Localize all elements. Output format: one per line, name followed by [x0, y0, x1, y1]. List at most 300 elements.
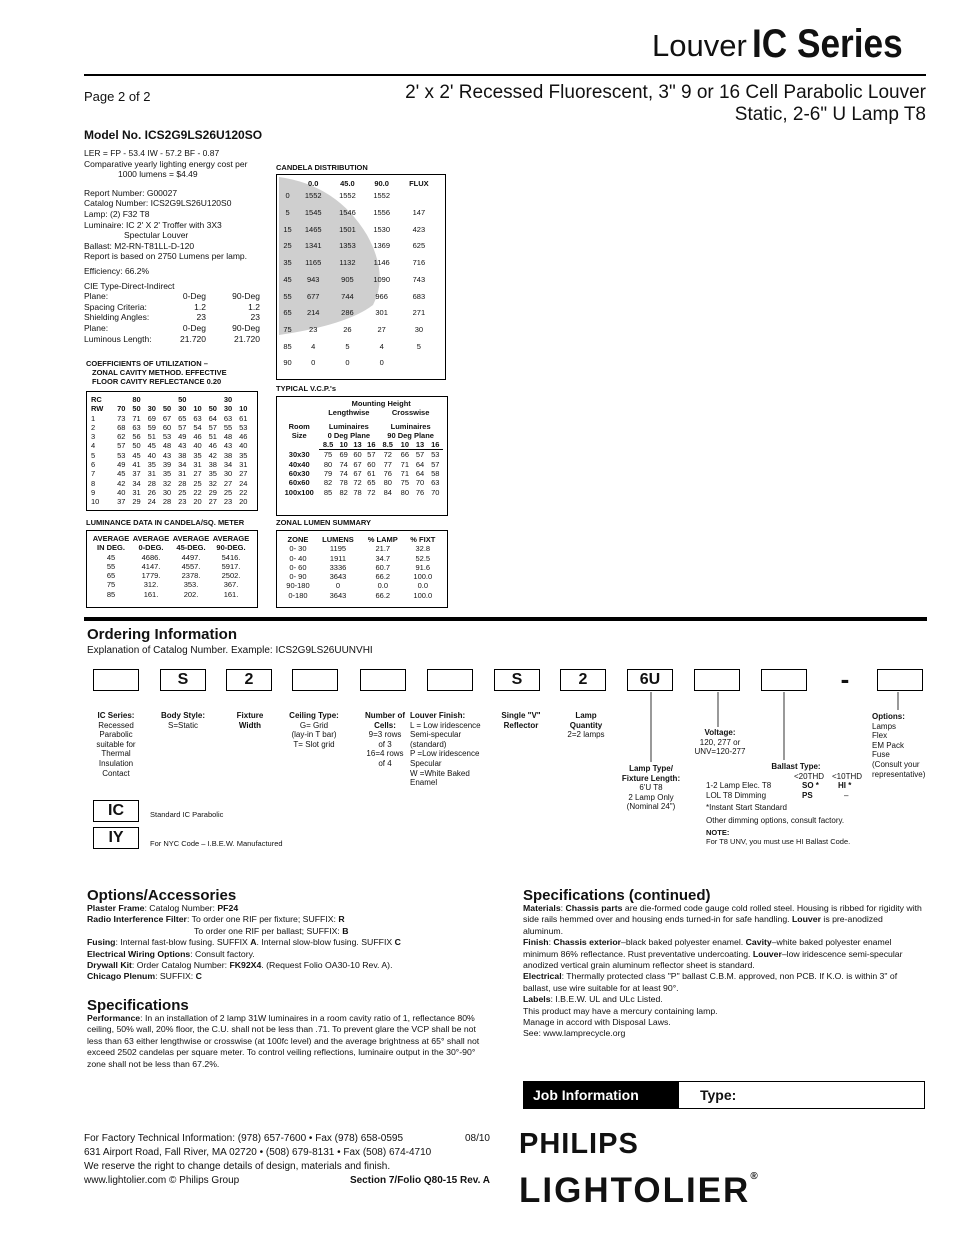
opt-line: Fusing: Internal fast-blow fusing. SUFFIX A. Internal slow-blow fusing. SUFFIX C [87, 937, 401, 948]
descriptor-line: Semi-specular [410, 730, 462, 740]
cu-cell: 51 [208, 432, 217, 442]
registered-mark: ® [750, 1171, 760, 1182]
candela-cell: 5 [416, 341, 421, 351]
candela-cell: 1353 [339, 241, 356, 251]
vcp-cell: 71 [400, 469, 410, 479]
ballast-block [706, 762, 876, 847]
luminance-cell: 161. [143, 589, 159, 599]
candela-cell: 90 [283, 358, 292, 368]
code-ic-desc: Standard IC Parabolic [150, 810, 224, 819]
cu-cell: 7 [91, 469, 96, 479]
luminance-cell: 4686. [141, 552, 161, 562]
ballast-note-label: NOTE: [706, 827, 730, 837]
luminance-cell: 45 [106, 552, 116, 562]
candela-cell: 30 [414, 324, 424, 334]
cu-cell: 23 [178, 497, 187, 507]
cu-cell: 26 [147, 487, 156, 497]
zonal-cell: 0- 90 [289, 572, 307, 582]
zonal-cell: 3643 [329, 590, 347, 600]
vcp-header: Lengthwise [328, 408, 370, 418]
vcp-header: Room [288, 421, 310, 431]
luminance-cell: 5416. [221, 552, 241, 562]
cu-cell: 24 [147, 497, 156, 507]
cu-cell: 35 [193, 450, 202, 460]
cu-cell: 31 [193, 460, 202, 470]
cu-cell: 34 [223, 460, 233, 470]
vcp-cell: 74 [339, 469, 348, 479]
vcp-cell: 66 [400, 450, 410, 460]
opt-line: Chicago Plenum: SUFFIX: C [87, 971, 202, 982]
zonal-cell: 3336 [329, 562, 347, 572]
cu-cell: 28 [178, 478, 187, 488]
cu-cell: 37 [117, 497, 126, 507]
candela-cell: 423 [412, 224, 426, 234]
cu-cell: 64 [208, 413, 217, 423]
info-line: Spectular Louver [124, 230, 189, 241]
candela-cell: 1090 [373, 274, 390, 284]
vcp-cell: 53 [431, 450, 440, 460]
candela-cell: 1556 [373, 208, 390, 217]
cu-cell: 39 [162, 460, 172, 470]
ordering-example: Explanation of Catalog Number. Example: ICS2G9LS26UUNVHI [87, 645, 373, 656]
descriptor-line: 16=4 rows [366, 749, 404, 759]
candela-cell: 26 [343, 324, 352, 334]
spec-labels: Labels: I.B.E.W. UL and ULc Listed. [523, 994, 663, 1005]
cu-cell: 32 [208, 478, 217, 488]
descriptor-line: 6'U T8 [639, 783, 663, 793]
cu-header: 50 [132, 404, 141, 414]
zonal-cell: 66.2 [375, 572, 391, 582]
cu-cell: 57 [208, 422, 217, 432]
candela-header: 45.0 [340, 179, 355, 188]
job-type-label: Type: [700, 1087, 737, 1103]
vcp-title: TYPICAL V.C.P.'s [276, 384, 337, 393]
luminance-cell: 161. [223, 589, 239, 599]
descriptor-line: Enamel [410, 778, 438, 788]
descriptor-line: IC Series: [97, 711, 135, 720]
vcp-header: Luminaires [328, 421, 369, 431]
vcp-cell: 100x100 [284, 487, 314, 497]
info-row: Plane: 0-Deg 90-Deg [84, 291, 260, 302]
cu-cell: 42 [117, 478, 126, 488]
candela-cell: 65 [283, 308, 292, 318]
vcp-cell: 61 [367, 469, 376, 479]
descriptor-line: Width [238, 720, 262, 730]
vcp-cell: 70 [431, 487, 440, 497]
cu-cell: 30 [162, 487, 172, 497]
descriptor-line: Louver Finish: [410, 711, 466, 720]
vcp-cell: 76 [383, 469, 392, 479]
luminance-cell: 353. [183, 580, 199, 590]
zonal-cell: 90-180 [286, 581, 310, 591]
ballast-title: Ballast Type: [771, 762, 821, 771]
info-line: Comparative yearly lighting energy cost per [84, 158, 248, 169]
candela-cell: 4 [379, 341, 384, 351]
cu-header: 30 [178, 404, 187, 414]
cu-header: 10 [193, 404, 202, 414]
vcp-cell: 58 [431, 469, 440, 479]
cu-header: 30 [223, 395, 233, 404]
candela-cell: 716 [412, 258, 426, 268]
info-line: 1000 lumens = $4.49 [118, 169, 198, 180]
vcp-cell: 72 [353, 478, 362, 488]
cu-cell: 71 [132, 413, 141, 423]
descriptor-line: of 3 [378, 739, 392, 749]
candela-cell: 683 [412, 291, 426, 301]
vcp-cell: 30x30 [288, 450, 310, 460]
luminance-header: AVERAGE [172, 534, 210, 543]
candela-header: FLUX [409, 179, 429, 188]
cu-cell: 25 [178, 487, 187, 497]
cu-cell: 46 [208, 441, 217, 451]
zonal-cell: 100.0 [413, 572, 433, 582]
cu-cell: 3 [91, 432, 96, 442]
zonal-header: % FIXT [410, 535, 436, 544]
candela-cell: 1552 [373, 191, 390, 201]
cu-cell: 65 [178, 413, 187, 423]
cu-header: 50 [208, 404, 217, 414]
ballast-code: PS [802, 790, 813, 800]
model-number: Model No. ICS2G9LS26U120SO [84, 128, 263, 142]
descriptor-line: 9=3 rows [368, 730, 402, 740]
vcp-height: 13 [351, 440, 365, 450]
candela-cell: 625 [412, 241, 426, 251]
descriptor-line: Options: [872, 712, 905, 721]
candela-cell: 4 [311, 341, 316, 351]
vcp-height: 8.5 [378, 440, 397, 450]
footer-contact: For Factory Technical Information: (978) 657-7600 • Fax (978) 658-0595 [84, 1133, 404, 1144]
zonal-cell: 52.5 [415, 553, 431, 563]
footer-website: www.lightolier.com © Philips Group [84, 1175, 240, 1186]
descriptor-line: Number of [365, 711, 405, 720]
vcp-height: 13 [412, 440, 427, 450]
cu-cell: 60 [162, 422, 172, 432]
descriptor-line: Parabolic [99, 730, 133, 740]
luminance-cell: 4497. [181, 552, 201, 562]
cu-cell: 31 [178, 469, 187, 479]
cu-cell: 50 [132, 441, 141, 451]
specs-cont-title: Specifications (continued) [523, 887, 711, 904]
options-text [87, 903, 497, 983]
vcp-height: 16 [428, 440, 443, 450]
descriptor-line: suitable for [96, 739, 136, 749]
candela-cell: 1546 [339, 208, 356, 217]
cu-cell: 34 [178, 460, 187, 470]
cu-cell: 57 [178, 422, 187, 432]
descriptor-line: P =Low iridescence [410, 749, 480, 759]
luminance-cell: 1779. [141, 571, 161, 581]
vcp-cell: 57 [415, 450, 425, 460]
candela-cell: 744 [341, 291, 354, 301]
descriptor-line: S=Static [167, 720, 198, 730]
vcp-cell: 57 [367, 450, 376, 460]
candela-cell: 1545 [304, 208, 322, 217]
vcp-header: Size [291, 430, 307, 440]
descriptor-line: 2 Lamp Only [628, 792, 674, 802]
cu-cell: 40 [147, 450, 156, 460]
luminance-cell: 4557. [181, 561, 201, 571]
candela-cell: 743 [412, 274, 426, 284]
candela-cell: 75 [283, 324, 292, 334]
candela-cell: 1132 [339, 258, 356, 268]
luminance-header: IN DEG. [97, 543, 125, 553]
candela-cell: 677 [306, 291, 320, 301]
zonal-cell: 0.0 [377, 581, 389, 591]
zonal-header: % LAMP [367, 535, 398, 544]
cu-cell: 53 [239, 422, 248, 432]
vcp-header: 0 Deg Plane [327, 430, 371, 440]
cu-header: RC [91, 395, 102, 404]
luminance-cell: 5917. [221, 561, 241, 571]
cie-type: CIE Type-Direct-Indirect [84, 280, 175, 291]
subtitle-line-2: Static, 2-6" U Lamp T8 [734, 104, 926, 125]
code-iy-desc: For NYC Code – I.B.E.W. Manufactured [150, 839, 283, 848]
cu-cell: 31 [147, 469, 156, 479]
vcp-cell: 74 [339, 459, 348, 469]
luminance-header: 45-DEG. [176, 543, 206, 553]
cu-cell: 62 [117, 432, 126, 442]
code-ic: IC [93, 800, 139, 822]
vcp-cell: 80 [400, 487, 410, 497]
vcp-cell: 60x60 [288, 478, 310, 488]
descriptor-line: UNV=120-277 [694, 747, 746, 757]
candela-cell: 27 [377, 324, 386, 334]
luminance-cell: 75 [106, 580, 116, 590]
candela-cell: 25 [283, 241, 292, 251]
luminance-cell: 2502. [221, 571, 241, 581]
options-title: Options/Accessories [87, 887, 237, 904]
cu-cell: 35 [208, 469, 217, 479]
title-louver: Louver [652, 28, 747, 63]
zonal-cell: 3643 [329, 572, 347, 582]
cu-cell: 38 [178, 450, 187, 460]
info-line: Ballast: M2-RN-T81LL-D-120 [84, 240, 195, 251]
candela-cell: 0 [285, 191, 290, 201]
descriptor-line: representative) [872, 769, 926, 779]
cu-title-line: COEFFICIENTS OF UTILIZATION – [86, 359, 208, 368]
descriptor-line: Fuse [872, 750, 890, 760]
cu-cell: 8 [91, 478, 96, 488]
cu-header: 50 [162, 404, 172, 414]
candela-cell: 55 [283, 291, 292, 301]
info-line: Catalog Number: ICS2G9LS26U120S0 [84, 198, 232, 209]
cu-cell: 54 [193, 422, 202, 432]
cu-cell: 49 [117, 460, 126, 470]
vcp-cell: 40x40 [288, 459, 310, 469]
cu-cell: 48 [162, 441, 172, 451]
vcp-cell: 77 [383, 459, 392, 469]
descriptor-line: Lamp [575, 711, 597, 720]
descriptor-line: Fixture [236, 711, 264, 720]
luminance-cell: 367. [223, 580, 239, 590]
descriptor-line: Contact [102, 768, 130, 778]
footer-section: Section 7/Folio Q80-15 Rev. A [349, 1175, 490, 1186]
cu-cell: 29 [208, 487, 217, 497]
catalog-box-9: 6U [627, 669, 673, 691]
descriptor-line: Recessed [98, 720, 134, 730]
catalog-box-3: 2 [226, 669, 272, 691]
zonal-cell: 34.7 [375, 553, 391, 563]
vcp-cell: 82 [339, 487, 348, 497]
vcp-cell: 71 [400, 459, 410, 469]
vcp-cell: 80 [383, 478, 392, 488]
cu-cell: 48 [223, 432, 233, 442]
cu-cell: 24 [239, 478, 248, 488]
vcp-cell: 60x30 [288, 469, 310, 479]
vcp-cell: 57 [431, 459, 440, 469]
ballast-col: <20THD [794, 771, 825, 781]
zonal-header: ZONE [287, 535, 309, 544]
page-number: Page 2 of 2 [84, 89, 151, 104]
cu-cell: 49 [178, 432, 187, 442]
descriptor-line: Thermal [101, 749, 131, 759]
luminance-title: LUMINANCE DATA IN CANDELA/SQ. METER [86, 518, 245, 527]
zonal-cell: 1195 [329, 544, 347, 554]
vcp-cell: 64 [415, 469, 425, 479]
candela-cell: 45 [283, 274, 292, 284]
cu-cell: 46 [193, 432, 202, 442]
descriptor-line: Flex [872, 731, 888, 741]
opt-line: Plaster Frame: Catalog Number: PF24 [87, 903, 239, 913]
job-info-label: Job Information [524, 1082, 679, 1108]
cu-cell: 45 [147, 441, 156, 451]
vcp-cell: 60 [367, 459, 376, 469]
spec-note: Manage in accord with Disposal Laws. [523, 1017, 671, 1028]
luminance-header: AVERAGE [92, 534, 130, 543]
cu-header: RW [91, 404, 104, 414]
vcp-cell: 78 [339, 478, 348, 488]
cu-cell: 63 [223, 413, 233, 423]
candela-cell: 286 [341, 308, 354, 318]
cu-cell: 56 [132, 432, 141, 442]
candela-cell: 1369 [373, 241, 390, 251]
descriptor-line: G= Grid [299, 720, 329, 730]
code-iy: IY [93, 827, 139, 849]
descriptor-line: (standard) [410, 739, 447, 749]
vcp-cell: 67 [353, 459, 362, 469]
ballast-code: – [844, 790, 849, 800]
candela-header: 0.0 [308, 179, 319, 188]
descriptor-line: Lamp Type/ [629, 764, 673, 773]
subtitle-line-1: 2' x 2' Recessed Fluorescent, 3" 9 or 16 Cell Parabolic Louver [405, 82, 926, 103]
cu-header: 30 [147, 404, 156, 414]
zonal-cell: 0- 40 [289, 553, 307, 563]
vcp-header: Luminaires [390, 421, 431, 431]
cu-cell: 51 [147, 432, 156, 442]
cu-cell: 37 [132, 469, 141, 479]
cu-title-line: FLOOR CAVITY REFLECTANCE 0.20 [92, 377, 222, 386]
zonal-cell: 0 [335, 581, 341, 591]
descriptor-line: L = Low iridescence [410, 720, 481, 730]
candela-cell: 23 [309, 324, 318, 334]
vcp-cell: 64 [415, 459, 425, 469]
candela-cell: 1341 [304, 241, 322, 251]
zonal-header: LUMENS [322, 535, 354, 544]
zonal-title: ZONAL LUMEN SUMMARY [276, 518, 371, 527]
vcp-cell: 69 [339, 450, 348, 460]
vcp-header: Mounting Height [351, 399, 411, 408]
zonal-cell: 100.0 [413, 590, 433, 600]
cu-cell: 63 [193, 413, 202, 423]
cu-cell: 73 [117, 413, 126, 423]
vcp-cell: 85 [323, 487, 333, 497]
cu-header: 30 [223, 404, 233, 414]
cu-cell: 68 [117, 422, 126, 432]
cu-cell: 29 [132, 497, 141, 507]
candela-cell: 1465 [304, 224, 322, 234]
candela-cell: 1530 [373, 224, 390, 234]
descriptor-line: EM Pack [872, 740, 905, 750]
cu-cell: 9 [91, 487, 96, 497]
descriptor-line: Voltage: [704, 728, 736, 737]
cu-cell: 45 [117, 469, 126, 479]
candela-cell: 1165 [305, 258, 322, 268]
cu-cell: 27 [208, 497, 217, 507]
cu-cell: 42 [208, 450, 217, 460]
luminance-header: AVERAGE [212, 534, 250, 543]
cu-cell: 31 [239, 460, 248, 470]
vcp-cell: 75 [323, 450, 333, 460]
candela-cell: 271 [412, 308, 426, 318]
vcp-cell: 67 [353, 469, 362, 479]
descriptor-line: Single "V" [501, 711, 541, 720]
cu-cell: 40 [239, 441, 248, 451]
descriptor-line: (Consult your [872, 759, 920, 769]
cu-cell: 25 [223, 487, 233, 497]
vcp-height: 10 [397, 440, 412, 450]
cu-header: 50 [178, 395, 187, 404]
vcp-cell: 70 [415, 478, 425, 488]
cu-cell: 28 [147, 478, 156, 488]
cu-cell: 34 [132, 478, 141, 488]
cu-cell: 1 [91, 413, 96, 423]
luminance-header: AVERAGE [132, 534, 170, 543]
luminance-cell: 65 [106, 571, 116, 581]
candela-cell: 301 [375, 308, 388, 318]
candela-cell: 0 [345, 358, 350, 368]
cu-cell: 43 [223, 441, 233, 451]
cu-header: 80 [132, 395, 141, 404]
zonal-cell: 66.2 [375, 590, 391, 600]
candela-cell: 5 [285, 208, 290, 217]
cu-cell: 28 [162, 497, 172, 507]
luminance-cell: 202. [183, 589, 199, 599]
catalog-box-12: - [840, 664, 850, 694]
vcp-cell: 63 [431, 478, 440, 488]
opt-line: To order one RIF per ballast; SUFFIX: B [194, 925, 349, 936]
cu-cell: 2 [91, 422, 96, 432]
descriptor-line: Insulation [98, 758, 134, 768]
cu-cell: 22 [193, 487, 202, 497]
ballast-code: HI * [838, 781, 852, 791]
luminance-header: 0-DEG. [138, 543, 164, 553]
vcp-header: Crosswise [391, 408, 430, 418]
cu-cell: 4 [91, 441, 96, 451]
cu-cell: 10 [91, 497, 100, 507]
vcp-cell: 80 [323, 459, 333, 469]
cu-cell: 53 [162, 432, 172, 442]
zonal-cell: 21.7 [375, 544, 391, 554]
luminance-header: 90-DEG. [216, 543, 246, 553]
candela-cell: 5 [345, 341, 350, 351]
cu-cell: 38 [208, 460, 217, 470]
descriptor-line: Fixture Length: [621, 773, 681, 783]
vcp-cell: 84 [383, 487, 392, 497]
cu-cell: 25 [193, 478, 202, 488]
zonal-cell: 0- 30 [289, 544, 307, 554]
footer-notice: We reserve the right to change details of design, materials and finish. [84, 1161, 391, 1172]
cu-cell: 43 [178, 441, 187, 451]
